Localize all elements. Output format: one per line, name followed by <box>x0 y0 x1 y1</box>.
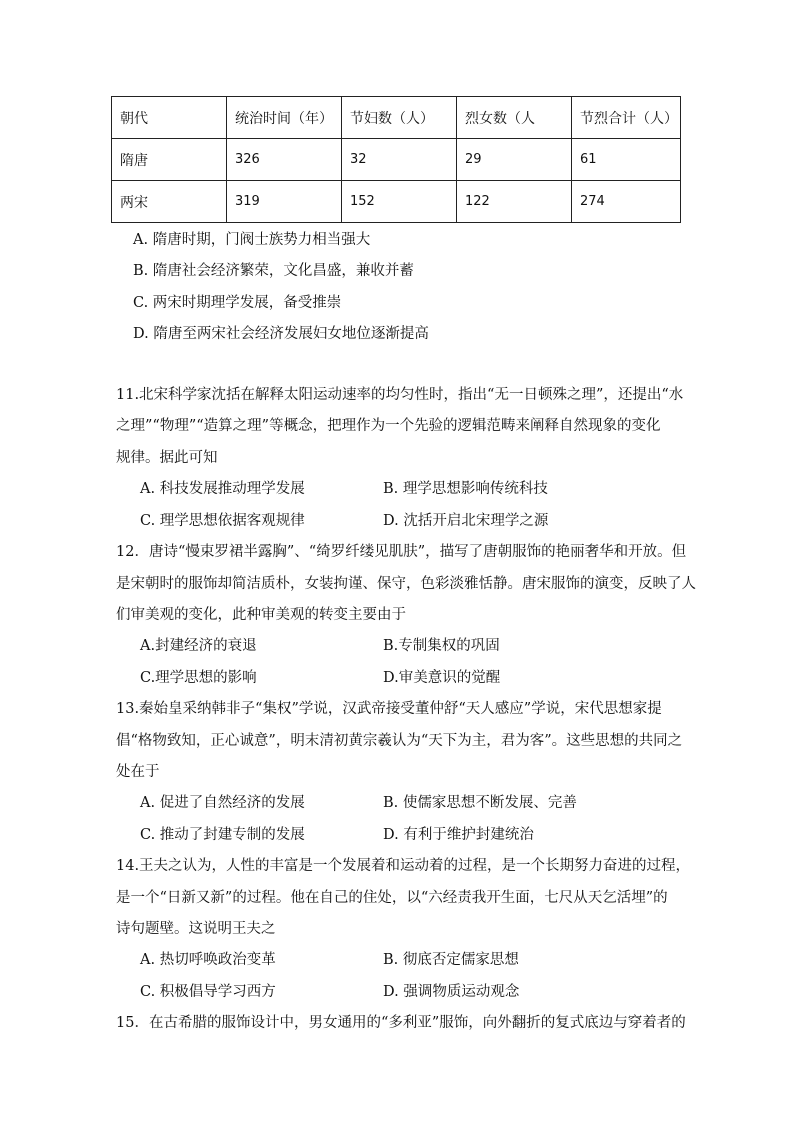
q10-option-a: A. 隋唐时期，门阀士族势力相当强大 <box>133 232 371 248</box>
q13-stem-line: 处在于 <box>116 764 160 780</box>
q15-stem-line: 15．在古希腊的服饰设计中，男女通用的“多利亚”服饰，向外翻折的复式底边与穿着者的 <box>116 1015 686 1031</box>
q14-stem-line: 诗句题壁。这说明王夫之 <box>116 921 276 937</box>
q12-option-b: B.专制集权的巩固 <box>383 638 500 654</box>
q11-stem-line: 规律。据此可知 <box>116 450 218 466</box>
table-cell: 274 <box>572 181 681 223</box>
q12-option-c: C.理学思想的影响 <box>140 670 257 686</box>
q11-option-a: A. 科技发展推动理学发展 <box>140 481 305 497</box>
table-cell: 152 <box>342 181 457 223</box>
table-cell: 319 <box>227 181 342 223</box>
table-cell: 61 <box>572 139 681 181</box>
q12-stem-line: 12．唐诗“慢束罗裙半露胸”、“绮罗纤缕见肌肤”，描写了唐朝服饰的艳丽奢华和开放。但 <box>116 544 687 560</box>
table-header-cell: 节烈合计（人） <box>572 97 681 139</box>
q13-option-b: B. 使儒家思想不断发展、完善 <box>383 795 577 811</box>
q14-option-c: C. 积极倡导学习西方 <box>140 984 276 1000</box>
q12-option-d: D.审美意识的觉醒 <box>383 670 501 686</box>
dynasty-statistics-table <box>111 96 681 223</box>
table-header-cell: 烈女数（人 <box>457 97 572 139</box>
q11-option-c: C. 理学思想依据客观规律 <box>140 513 305 529</box>
table-cell: 隋唐 <box>112 139 227 181</box>
q10-option-d: D. 隋唐至两宋社会经济发展妇女地位逐渐提高 <box>133 326 429 342</box>
table-header-cell: 朝代 <box>112 97 227 139</box>
q13-option-a: A. 促进了自然经济的发展 <box>140 795 305 811</box>
q14-stem-line: 14.王夫之认为，人性的丰富是一个发展着和运动着的过程，是一个长期努力奋进的过程， <box>116 858 691 874</box>
q14-option-d: D. 强调物质运动观念 <box>383 984 520 1000</box>
q14-option-b: B. 彻底否定儒家思想 <box>383 952 519 968</box>
table-cell: 两宋 <box>112 181 227 223</box>
table-header-cell: 节妇数（人） <box>342 97 457 139</box>
q11-stem-line: 11.北宋科学家沈括在解释太阳运动速率的均匀性时，指出“无一日顿殊之理”，还提出“水 <box>116 387 684 403</box>
table-cell: 32 <box>342 139 457 181</box>
q14-option-a: A. 热切呼唤政治变革 <box>140 952 276 968</box>
table-header-row <box>112 97 681 139</box>
q11-stem-line: 之理”“物理”“造算之理”等概念，把理作为一个先验的逻辑范畴来阐释自然现象的变化 <box>116 418 661 434</box>
q13-option-d: D. 有利于维护封建统治 <box>383 827 534 843</box>
q13-stem-line: 13.秦始皇采纳韩非子“集权”学说，汉武帝接受董仲舒“天人感应”学说，宋代思想家提 <box>116 701 662 717</box>
q11-option-b: B. 理学思想影响传统科技 <box>383 481 548 497</box>
q12-stem-line: 们审美观的变化，此种审美观的转变主要由于 <box>116 607 406 623</box>
table-row <box>112 139 681 181</box>
q11-option-d: D. 沈括开启北宋理学之源 <box>383 513 549 529</box>
q13-option-c: C. 推动了封建专制的发展 <box>140 827 305 843</box>
table-cell: 122 <box>457 181 572 223</box>
q14-stem-line: 是一个“日新又新”的过程。他在自己的住处，以“六经责我开生面，七尺从天乞活埋”的 <box>116 890 668 906</box>
q10-option-c: C. 两宋时期理学发展，备受推崇 <box>133 295 342 311</box>
table-cell: 326 <box>227 139 342 181</box>
table-row <box>112 181 681 223</box>
q12-option-a: A.封建经济的衰退 <box>140 638 257 654</box>
q10-option-b: B. 隋唐社会经济繁荣，文化昌盛，兼收并蓄 <box>133 263 414 279</box>
q13-stem-line: 倡“格物致知，正心诚意”，明末清初黄宗羲认为“天下为主，君为客”。这些思想的共同之 <box>116 733 683 749</box>
table-header-cell: 统治时间（年） <box>227 97 342 139</box>
table-cell: 29 <box>457 139 572 181</box>
q12-stem-line: 是宋朝时的服饰却简洁质朴，女装拘谨、保守，色彩淡雅恬静。唐宋服饰的演变，反映了人 <box>116 576 696 592</box>
